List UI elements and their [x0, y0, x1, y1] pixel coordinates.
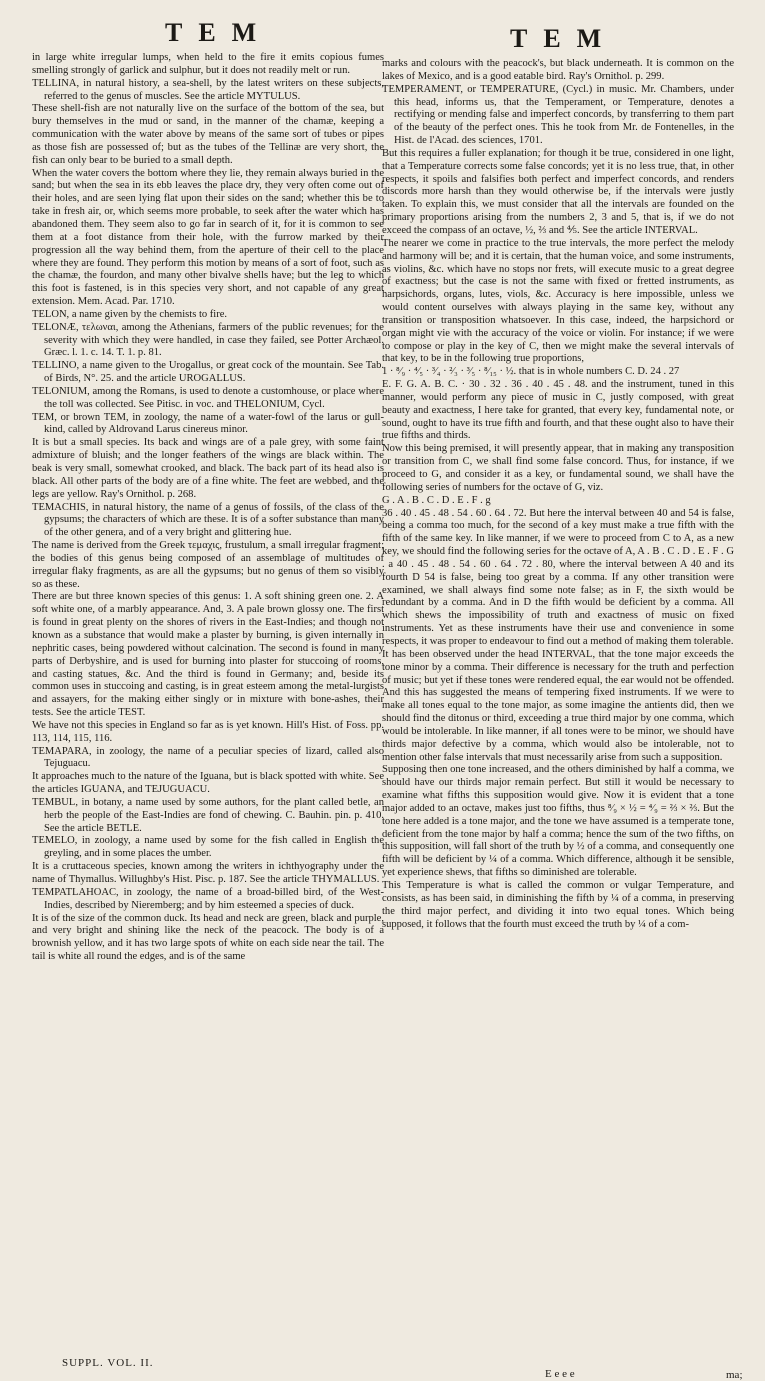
- paragraph: It is of the size of the common duck. Its head and neck are green, black and purple, and very bright and shining like the neck of the peacock. The body is of a brownish yellow, and it has two large spots of white on each side near the tail. The tail is white all round the edges, and is of the same: [32, 912, 384, 963]
- paragraph: We have not this species in England so far as is yet known. Hill's Hist. of Foss. pp. 113, 114, 115, 116.: [32, 719, 384, 744]
- paragraph: marks and colours with the peacock's, but black underneath. It is common on the lakes of Mexico, and is a good eatable bird. Ray's Ornithol. p. 299.: [382, 58, 734, 82]
- entry-telonium: TELONIUM, among the Romans, is used to denote a customhouse, or place where the toll was collected. See Pitisc. in voc. and THELONIUM, Cycl.: [32, 385, 384, 410]
- entry-tem: TEM, or brown TEM, in zoology, the name of a water-fowl of the larus or gull-kind, called by Aldrovand Larus cinereus minor.: [32, 411, 384, 436]
- entry-tellino: TELLINO, a name given to the Urogallus, or great cock of the mountain. See Tab. of Birds, N°. 25. and the article UROGALLUS.: [32, 360, 384, 385]
- entry-tellina: TELLINA, in natural history, a sea-shell, by the latest writers on these subjects, referred to the genus of muscles. See the article MYTULUS.: [32, 77, 384, 102]
- running-head-right: TEM: [510, 24, 618, 53]
- paragraph: 36 . 40 . 45 . 48 . 54 . 60 . 64 . 72. But here the interval between 40 and 54 is false, being a comma too much, for the second of a key must make a true fifth with the fifth of the same key. In like manner, if we were to proceed from C to A, as a new key, we should find the following series for the octave of A, A . B . C . D . E . F . G . a 40 . 45 . 48 . 54 . 60 . 64 . 72 . 80, where the interval between A 40 and its fourth D 54 is false, being too great by a comma. If any other transition were examined, we shall always find some note false; as in F, the sixth would be redundant by a comma. And in D the fifth would be deficient by a comma. All which shews the impossibility of truth and exactness of music on fixed instruments. Yet as these instruments have their use and convenience in some respects, it was proper to endeavour to find out a method of making them tolerable.: [382, 507, 734, 647]
- paragraph: This Temperature is what is called the common or vulgar Temperature, and consists, as has been said, in diminishing the fifth by ¼ of a comma, in preserving the third major perfect, and dividing it into two equal tones. Which being supposed, it follows that the fourth must exceed the truth by ¼ of a com-: [382, 880, 734, 930]
- paragraph: It is but a small species. Its back and wings are of a pale grey, with some faint admixture of bluish; and the longer feathers of the wings are black within. The beak is very small, somewhat crooked, and black. The back part of its head also is black. All other parts of the body are of a fine white. The feet are webbed, and the legs are yellow. Ray's Ornithol. p. 268.: [32, 437, 384, 500]
- paragraph: But this requires a fuller explanation; for though it be true, considered in one light, that a Temperature corrects some false concords; yet it is no less true, that, in other respects, it spoils and falsifies both perfect and imperfect concords, and renders discords more harsh than they would otherwise be, if the intervals were justly taken. To explain this, we must consider that all the intervals are founded on the primary proportions arising from the numbers 2, 3 and 5, that is, if we do not exceed the compass of an octave, ½, ⅔ and ⅘. See the article INTERVAL.: [382, 147, 734, 236]
- paragraph: in large white irregular lumps, when held to the fire it emits copious fumes smelling strongly of garlick and sulphur, but it does not readily melt or run.: [32, 52, 384, 76]
- entry-tempatlahoac: TEMPATLAHOAC, in zoology, the name of a broad-billed bird, of the West-Indies, described by Nieremberg; and by him esteemed a species of duck.: [32, 886, 384, 911]
- signature-mark: E e e e: [545, 1368, 575, 1380]
- entry-telon: TELON, a name given by the chemists to fire.: [32, 308, 228, 320]
- paragraph: The name is derived from the Greek τεμαχις, frustulum, a small irregular fragment; the bodies of this genus being composed of an assemblage of multitudes of irregular flaky fragments, as are all the gypsums; but no genus of them so visibly so as these.: [32, 540, 384, 590]
- paragraph: E. F. G. A. B. C. · 30 . 32 . 36 . 40 . 45 . 48. and the instrument, tuned in this manner, would perform any piece of music in C, justly composed, with great beauty and exactness, I here take for granted, that every key, fundamental note, or sound, ought to have its true fifth and fourth, and that these ought also to have their true fifths and thirds.: [382, 379, 734, 442]
- paragraph: There are but three known species of this genus: 1. A soft shining green one. 2. A soft white one, of a marbly appearance. And, 3. A pale brown glossy one. The first is found in great plenty on the shores of rivers in the East-Indies; and though not known as a substance that would make a plaster by burning, is given internally in nephritic cases, being powdered without calcination. The second is found in many parts of Derbyshire, and is used for burning into plaster for stuccoing of rooms, and casting statues, &c. And the third is found in Germany; and, beside its common uses in stuccoing and casting, is in great esteem among the metal-lurgists and assayers, for the making either singly or in mixture with bone-ashes, their tests. See the article TEST.: [32, 591, 384, 719]
- left-column: [32, 52, 384, 964]
- paragraph: These shell-fish are not naturally live on the surface of the bottom of the sea, but bury themselves in the mud or sand, in the manner of the chamæ, keeping a communication with the water above by means of the same sort of tubes or pipes as those fish are possessed of; but as the tubes of the Tellinæ are very short, the fish can only bear to be buried to a small depth.: [32, 103, 384, 166]
- paragraph: When the water covers the bottom where they lie, they remain always buried in the sand; but when the sea in its ebb leaves the place dry, they very often come out of their holes, and are seen lying flat upon their sides on the sand; whether this be to take in fresh air, or, which seems more probable, to seek after the water which has abandoned them. They seem also to go far in search of it, for it is common to see them at a foot distance from their hole, with the furrow marked by their progression all the way behind them, from the aperture of their cell to the place where they are found. They perform this motion by means of a sort of foot, such as the chamæ, the fourdon, and many other bivalve shells have; but the leg to which this foot is fastened, is in this species very short, and not capable of any great extension. Mem. Acad. Par. 1710.: [32, 167, 384, 308]
- entry-temachis: TEMACHIS, in natural history, the name of a genus of fossils, of the class of the gypsums; the characters of which are these. It is of a softer substance than many of the other genera, and of a very bright and glittering hue.: [32, 501, 384, 539]
- paragraph: Supposing then one tone increased, and the others diminished by half a comma, we should have our thirds major remain perfect. But still it would be necessary to examine what fifths this supposition would give. Now it is evident that a tone major added to an octave, makes just too fifths, thus ⁸⁄₉ × ½ = ⁴⁄₉ = ⅔ × ⅔. But the tone here added is a tone major, and the tone we have assumed is a temperate tone, deficient from the tone major by half a comma; hence the sum of the two fifths, on this supposition, will fall short of the truth by ½ of a comma, and consequently one fifth will be deficient by ¼ of a comma. Which difference, although it be sensible, yet experience shews, that fifths so diminished are tolerable.: [382, 764, 734, 879]
- entry-temapara: TEMAPARA, in zoology, the name of a peculiar species of lizard, called also Tejuguacu.: [32, 745, 384, 770]
- entry-telonae: TELONÆ, τελωναι, among the Athenians, farmers of the public revenues; for the severity with which they were handled, in case they failed, see Potter Archæol. Græc. l. 1. c. 14. T. 1. p. 81.: [32, 321, 384, 359]
- right-column: [382, 58, 734, 931]
- note-series: G . A . B . C . D . E . F . g: [382, 494, 491, 506]
- entry-tembul: TEMBUL, in botany, a name used by some authors, for the plant called betle, an herb the people of the East-Indies are fond of chewing. C. Bauhin. pin. p. 410. See the article BETLE.: [32, 796, 384, 834]
- running-head-left: TEM: [165, 18, 273, 47]
- paragraph: The nearer we come in practice to the true intervals, the more perfect the melody and harmony will be; and it is certain, that the human voice, and some instruments, as violins, &c. which have no stops nor frets, will execute music to a great degree of exactness; but the case is not the same with fixed or fretted instruments, as harpsichords, organs, lutes, viols, &c. Accuracy is here impossible, unless we would content ourselves with always playing in the same key, without any transition or transposition whatsoever. In this case, indeed, the harpsichord or organ might vie with the accuracy of the voice or violin. For instance; if we were to compose or play in the key of C, then we might make the several intervals of that key, to be in the following true proportions,: [382, 237, 734, 365]
- paragraph: It has been observed under the head INTERVAL, that the tone major exceeds the tone minor by a comma. Their difference is necessary for the truth and perfection of music; but yet if these tones were rendered equal, the ear would not be offended. And this has suggested the means of tempering fixed instruments. If we were to make all tones equal to the tone major, as some imagine the antients did, then we should find the ditonus or third, exceeding a true third major by one comma, which would be intolerable. In like manner, if all tones were to be minor, we should have thirds major defective by a comma, which would also be intolerable, not to mention other false intervals that must necessarily arise from such a supposition.: [382, 648, 734, 763]
- paragraph: It is a cruttaceous species, known among the writers in ichthyography under the name of Thymallus. Willughby's Hist. Pisc. p. 187. See the article THYMALLUS.: [32, 861, 384, 885]
- paragraph: Now this being premised, it will presently appear, that in making any transposition or transition from C, we shall find some false concord. Thus, for instance, if we proceed to G, and consider it as a key, or fundamental sound, we shall have the following series of numbers for the octave of G, viz.: [382, 443, 734, 493]
- entry-temperament: TEMPERAMENT, or TEMPERATURE, (Cycl.) in music. Mr. Chambers, under this head, informs us, that the Temperament, or Temperature, denotes a rectifying or mending false and imperfect concords, by transferring to them part of the beauty of the perfect ones. This he took from Mr. de Fontenelles, in the Hist. de l'Acad. des sciences, 1701.: [382, 83, 734, 147]
- paragraph: It approaches much to the nature of the Iguana, but is black spotted with white. See the articles IGUANA, and TEJUGUACU.: [32, 771, 384, 796]
- catchword: ma;: [726, 1369, 743, 1381]
- entry-temelo: TEMELO, in zoology, a name used by some for the fish called in English the greyling, and in some places the umber.: [32, 835, 384, 860]
- proportion-series: 1 · ⁸⁄₉ · ⁴⁄₅ · ³⁄₄ · ²⁄₃ · ³⁄₅ · ⁸⁄₁₅ · ½. that is in whole numbers C. D. 24 . 27: [382, 366, 680, 378]
- volume-footer: SUPPL. VOL. II.: [62, 1357, 154, 1369]
